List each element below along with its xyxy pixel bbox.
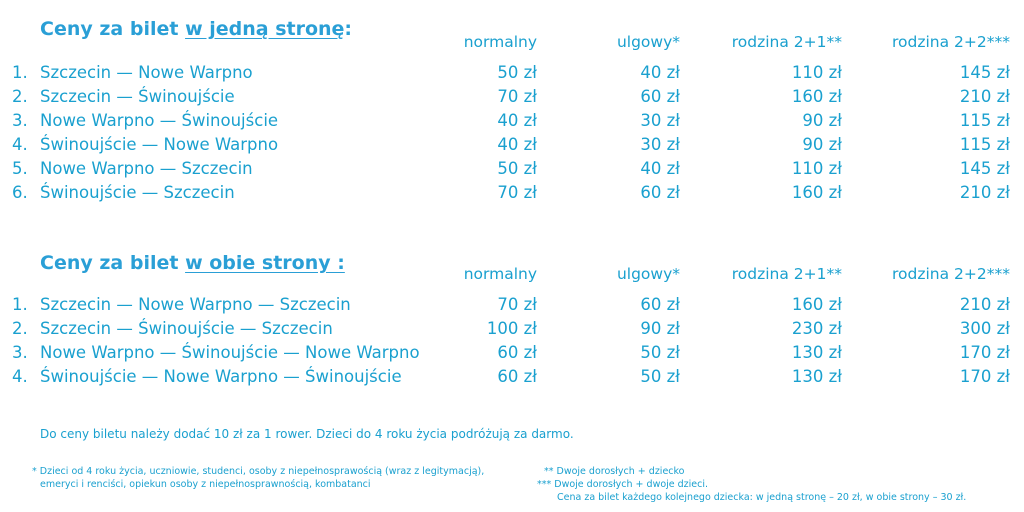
round-trip-heading-prefix: Ceny za bilet [40, 252, 186, 274]
round-trip-col-ulgowy: ulgowy* [616, 265, 680, 283]
one-way-heading-underlined: w jedną stronę [185, 18, 345, 40]
price-normalny: 60 zł [497, 343, 537, 362]
round-trip-col-rodzina-2-1: rodzina 2+1** [731, 265, 842, 283]
route-name: Świnoujście — Szczecin [40, 183, 235, 202]
price-rodzina-2-1: 90 zł [802, 111, 842, 130]
price-rodzina-2-1: 160 zł [791, 87, 842, 106]
one-way-heading-prefix: Ceny za bilet [40, 18, 186, 40]
route-name: Świnoujście — Nowe Warpno [40, 135, 279, 154]
price-rodzina-2-1: 90 zł [802, 135, 842, 154]
price-ulgowy: 50 zł [640, 343, 680, 362]
route-name: Szczecin — Nowe Warpno [40, 63, 253, 82]
route-name: Nowe Warpno — Świnoujście [40, 111, 279, 130]
price-rodzina-2-2: 170 zł [959, 343, 1010, 362]
price-rodzina-2-2: 210 zł [959, 87, 1010, 106]
route-name: Nowe Warpno — Szczecin [40, 159, 253, 178]
price-ulgowy: 40 zł [640, 63, 680, 82]
price-normalny: 40 zł [497, 111, 537, 130]
route-name: Świnoujście — Nowe Warpno — Świnoujście [40, 367, 402, 386]
price-rodzina-2-1: 160 zł [791, 295, 842, 314]
price-rodzina-2-2: 210 zł [959, 295, 1010, 314]
row-number: 4. [12, 135, 28, 154]
bike-note: Do ceny biletu należy dodać 10 zł za 1 rower. Dzieci do 4 roku życia podróżują za darmo. [40, 427, 574, 441]
price-ulgowy: 90 zł [640, 319, 680, 338]
price-rodzina-2-2: 145 zł [959, 63, 1010, 82]
one-way-row [0, 159, 1024, 181]
price-normalny: 50 zł [497, 159, 537, 178]
price-ulgowy: 50 zł [640, 367, 680, 386]
row-number: 3. [12, 111, 28, 130]
round-trip-row [0, 295, 1024, 317]
one-way-col-normalny: normalny [463, 33, 537, 51]
row-number: 2. [12, 87, 28, 106]
price-rodzina-2-2: 170 zł [959, 367, 1010, 386]
round-trip-row [0, 343, 1024, 365]
price-rodzina-2-1: 130 zł [791, 343, 842, 362]
one-way-col-rodzina-2-2: rodzina 2+2*** [891, 33, 1010, 51]
round-trip-heading [40, 252, 345, 274]
one-way-row [0, 183, 1024, 205]
row-number: 1. [12, 295, 28, 314]
row-number: 1. [12, 63, 28, 82]
price-rodzina-2-2: 115 zł [959, 135, 1010, 154]
one-way-heading [40, 18, 352, 40]
price-normalny: 60 zł [497, 367, 537, 386]
route-name: Szczecin — Świnoujście [40, 87, 235, 106]
price-rodzina-2-2: 115 zł [959, 111, 1010, 130]
one-way-row [0, 111, 1024, 133]
row-number: 3. [12, 343, 28, 362]
footnote-star3-line1: *** Dwoje dorosłych + dwoje dzieci. [537, 479, 709, 490]
row-number: 4. [12, 367, 28, 386]
footnote-star2: ** Dwoje dorosłych + dziecko [544, 466, 685, 477]
price-normalny: 50 zł [497, 63, 537, 82]
footnote-star1-line2: emeryci i renciści, opiekun osoby z niepełnosprawnością, kombatanci [40, 479, 371, 490]
price-rodzina-2-1: 130 zł [791, 367, 842, 386]
row-number: 2. [12, 319, 28, 338]
route-name: Szczecin — Nowe Warpno — Szczecin [40, 295, 351, 314]
one-way-heading-suffix: : [344, 18, 353, 40]
round-trip-col-normalny: normalny [463, 265, 537, 283]
price-normalny: 70 zł [497, 87, 537, 106]
price-rodzina-2-2: 210 zł [959, 183, 1010, 202]
one-way-col-rodzina-2-1: rodzina 2+1** [731, 33, 842, 51]
one-way-row [0, 87, 1024, 109]
round-trip-col-rodzina-2-2: rodzina 2+2*** [891, 265, 1010, 283]
footnote-star1-line1: * Dzieci od 4 roku życia, uczniowie, studenci, osoby z niepełnosprawością (wraz z legitymacją), [32, 466, 485, 477]
price-ulgowy: 40 zł [640, 159, 680, 178]
one-way-row [0, 63, 1024, 85]
price-normalny: 40 zł [497, 135, 537, 154]
route-name: Szczecin — Świnoujście — Szczecin [40, 319, 333, 338]
price-rodzina-2-2: 145 zł [959, 159, 1010, 178]
price-rodzina-2-1: 230 zł [791, 319, 842, 338]
price-ulgowy: 30 zł [640, 111, 680, 130]
price-normalny: 70 zł [497, 183, 537, 202]
footnote-star3-line2: Cena za bilet każdego kolejnego dziecka: w jedną stronę – 20 zł, w obie strony – 30 zł. [557, 492, 967, 503]
round-trip-heading-underlined: w obie strony : [185, 252, 345, 274]
price-ulgowy: 30 zł [640, 135, 680, 154]
price-normalny: 100 zł [486, 319, 537, 338]
price-ulgowy: 60 zł [640, 87, 680, 106]
row-number: 6. [12, 183, 28, 202]
price-rodzina-2-1: 110 zł [791, 159, 842, 178]
one-way-row [0, 135, 1024, 157]
price-rodzina-2-1: 160 zł [791, 183, 842, 202]
route-name: Nowe Warpno — Świnoujście — Nowe Warpno [40, 343, 420, 362]
price-ulgowy: 60 zł [640, 183, 680, 202]
price-rodzina-2-1: 110 zł [791, 63, 842, 82]
price-rodzina-2-2: 300 zł [959, 319, 1010, 338]
price-normalny: 70 zł [497, 295, 537, 314]
price-ulgowy: 60 zł [640, 295, 680, 314]
round-trip-row [0, 367, 1024, 389]
one-way-col-ulgowy: ulgowy* [616, 33, 680, 51]
round-trip-row [0, 319, 1024, 341]
row-number: 5. [12, 159, 28, 178]
